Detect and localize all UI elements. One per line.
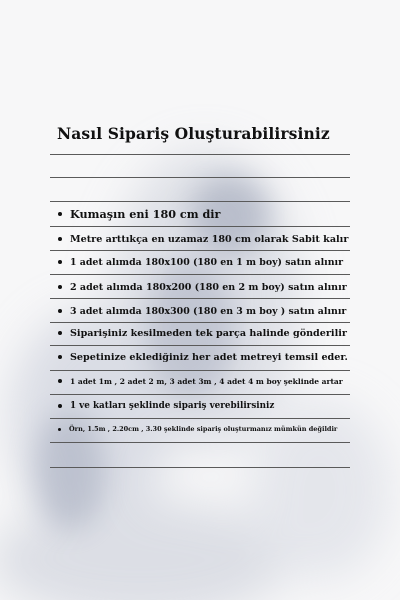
list-item [50,323,350,343]
divider-line [50,226,350,227]
list-item [50,396,350,416]
divider-line [50,274,350,275]
list-item-text: Örn, 1.5m , 2.20cm , 3.30 şeklinde sipariş oluşturmanız mümkün değildir [69,425,338,433]
list-item [50,301,350,321]
list-item [50,252,350,272]
list-item-text: 1 adet alımda 180x100 (180 en 1 m boy) satın alınır [70,256,344,268]
list-item [50,229,350,249]
list-item-text: 3 adet alımda 180x300 (180 en 3 m boy ) satın alınır [70,305,347,317]
list-item-text: 1 ve katları şeklinde sipariş verebilirsiniz [70,401,275,411]
page-title: Nasıl Sipariş Oluşturabilirsiniz [57,124,330,143]
bullet-icon [58,212,62,216]
list-item [50,419,350,439]
list-item [50,204,350,224]
divider-line [50,250,350,251]
bullet-icon [58,331,62,335]
bullet-icon [58,260,62,264]
divider-line [50,298,350,299]
bullet-icon [58,355,62,359]
divider-line [50,154,350,155]
divider-line [50,442,350,443]
bullet-icon [58,428,61,431]
bullet-icon [58,379,62,383]
list-item-text: 1 adet 1m , 2 adet 2 m, 3 adet 3m , 4 adet 4 m boy şeklinde artar [70,376,343,386]
divider-line [50,177,350,178]
list-item [50,277,350,297]
divider-line [50,345,350,346]
bullet-icon [58,237,62,241]
bullet-icon [58,309,62,313]
bullet-icon [58,404,62,408]
divider-line [50,467,350,468]
list-item-text: Metre arttıkça en uzamaz 180 cm olarak Sabit kalır [70,233,349,245]
list-item [50,371,350,391]
divider-line [50,201,350,202]
list-item-text: 2 adet alımda 180x200 (180 en 2 m boy) satın alınır [70,281,347,293]
list-item-text: Kumaşın eni 180 cm dir [70,207,221,221]
list-item [50,347,350,367]
bullet-icon [58,285,62,289]
list-item-text: Sepetinize eklediğiniz her adet metreyi temsil eder. [70,351,348,363]
list-item-text: Siparişiniz kesilmeden tek parça halinde gönderilir [70,327,347,339]
divider-line [50,394,350,395]
